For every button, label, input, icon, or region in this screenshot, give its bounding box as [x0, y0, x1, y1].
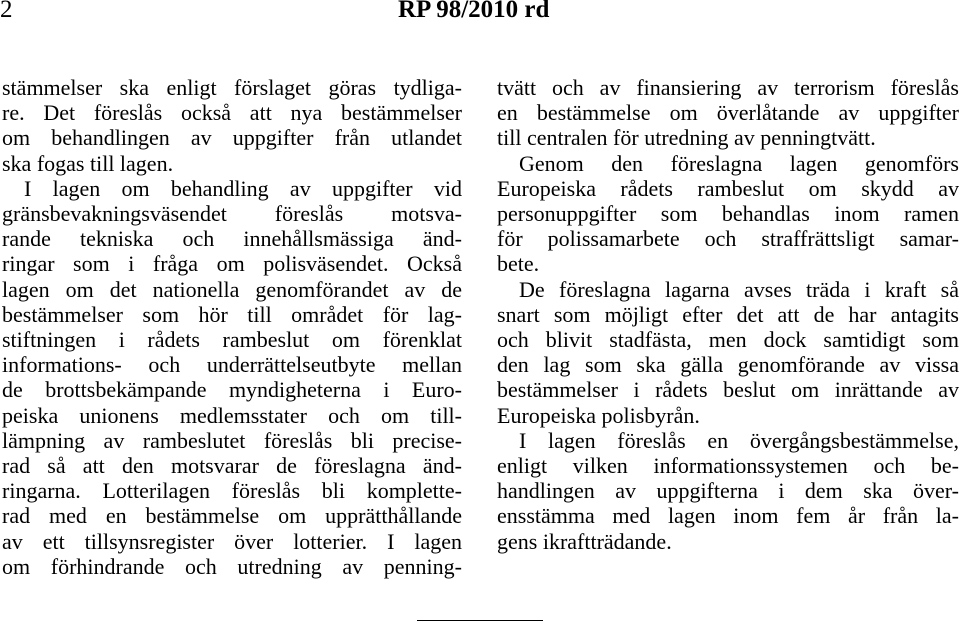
text-line: ringar som i fråga om polisväsendet. Också — [2, 251, 462, 277]
text-line: handlingen av uppgifterna i dem ska över- — [497, 478, 959, 504]
text-line: ensstämma med lagen inom fem år från la- — [497, 503, 959, 529]
document-id: RP 98/2010 rd — [398, 0, 550, 23]
text-line: den lag som ska gälla genomförande av vissa — [497, 352, 959, 378]
text-line: Europeiska rådets rambeslut om skydd av — [497, 175, 959, 201]
text-line: I lagen om behandling av uppgifter vid — [24, 175, 462, 201]
text-line: Europeiska polisbyrån. — [497, 402, 700, 428]
right-column — [497, 75, 959, 554]
text-line: re. Det föreslås också att nya bestämmelser — [2, 100, 462, 126]
text-line: enligt vilken informationssystemen och be- — [497, 453, 959, 479]
text-line: av ett tillsynsregister över lotterier. I lagen — [2, 528, 462, 554]
text-line: gränsbevakningsväsendet föreslås motsva- — [2, 201, 462, 227]
text-line: lämpning av rambeslutet föreslås bli precise- — [2, 427, 462, 453]
text-line: bete. — [497, 251, 540, 277]
text-line: lagen om det nationella genomförandet av de — [2, 276, 462, 302]
text-line: bestämmelser som hör till området för lag- — [2, 301, 462, 327]
text-line: Genom den föreslagna lagen genomförs — [519, 150, 959, 176]
text-line: ska fogas till lagen. — [2, 150, 174, 176]
text-line: rande tekniska och innehållsmässiga änd- — [2, 226, 462, 252]
text-line: till centralen för utredning av penningtvätt. — [497, 125, 876, 151]
text-line: rad så att den motsvarar de föreslagna änd- — [2, 453, 462, 479]
text-line: gens ikraftträdande. — [497, 528, 672, 554]
text-line: rad med en bestämmelse om upprätthållande — [2, 503, 462, 529]
text-line: om behandlingen av uppgifter från utlandet — [2, 125, 462, 151]
text-line: bestämmelser i rådets beslut om inrättande av — [497, 377, 959, 403]
text-line: informations- och underrättelseutbyte mellan — [2, 352, 462, 378]
page-number: 2 — [0, 0, 13, 23]
text-line: och blivit stadfästa, men dock samtidigt som — [497, 327, 959, 353]
text-line: en bestämmelse om överlåtande av uppgifter — [497, 100, 959, 126]
text-line: om förhindrande och utredning av penning- — [2, 553, 462, 579]
text-line: I lagen föreslås en övergångsbestämmelse, — [519, 427, 959, 453]
text-line: ringarna. Lotterilagen föreslås bli komplette- — [2, 478, 462, 504]
text-line: stämmelser ska enligt förslaget göras tydliga- — [2, 75, 462, 100]
text-line: peiska unionens medlemsstater och om till- — [2, 402, 462, 428]
text-line: tvätt och av finansiering av terrorism föreslås — [497, 75, 959, 100]
footnote-divider — [417, 620, 543, 621]
text-line: de brottsbekämpande myndigheterna i Euro- — [2, 377, 462, 403]
text-line: stiftningen i rådets rambeslut om förenklat — [2, 327, 462, 353]
text-line: De föreslagna lagarna avses träda i kraft så — [519, 276, 959, 302]
left-column — [2, 75, 462, 579]
text-line: personuppgifter som behandlas inom ramen — [497, 201, 959, 227]
text-line: för polissamarbete och straffrättsligt samar- — [497, 226, 959, 252]
text-line: snart som möjligt efter det att de har antagits — [497, 301, 959, 327]
